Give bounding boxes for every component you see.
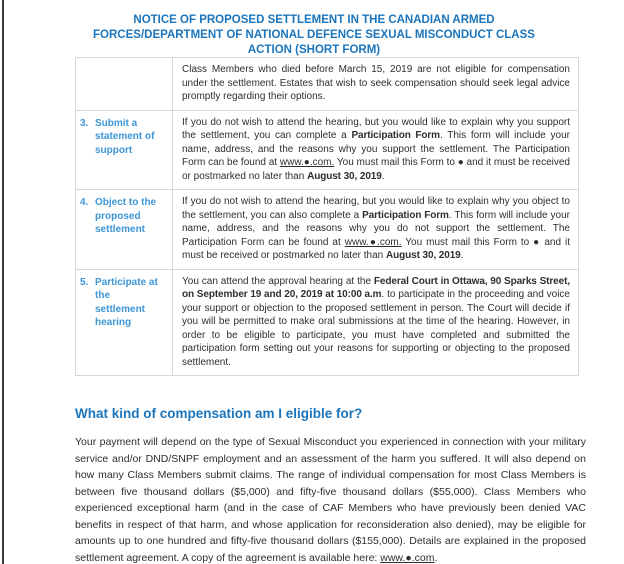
row-text	[173, 190, 579, 270]
section-heading: What kind of compensation am I eligible for?	[75, 406, 363, 421]
row-label-cell	[76, 58, 173, 111]
row-label-cell	[76, 269, 173, 376]
table-row	[76, 269, 579, 376]
inline-link[interactable]: www.●.com.	[279, 157, 335, 168]
document-title	[40, 13, 588, 58]
text-segment: You must mail this Form to ● and it must be received or postmarked no later than	[182, 157, 570, 182]
text-segment: Class Members who died before March 15, 2019 are not eligible for compensation under the settlement. Estates that wish to seek compensation should seek legal advice promptly regarding their options.	[182, 64, 570, 102]
text-segment: August 30, 2019	[307, 170, 382, 182]
scan-border-line	[2, 0, 4, 564]
text-segment: Participation Form	[351, 130, 440, 141]
row-number: 3.	[80, 117, 89, 129]
inline-link[interactable]: www.●.com	[380, 551, 435, 564]
row-number: 5.	[80, 276, 89, 288]
row-label: Submit a statement of support	[95, 117, 155, 156]
document-title-line-2: FORCES/DEPARTMENT OF NATIONAL DEFENCE SEXUAL MISCONDUCT CLASS	[93, 29, 535, 41]
row-number: 4.	[80, 197, 89, 208]
compensation-paragraph	[75, 434, 586, 564]
table-row	[76, 58, 579, 111]
text-segment: .	[381, 170, 385, 182]
text-segment: If you do not wish to attend the hearing, but you would like to explain why you support the settlement, you can complete a	[182, 116, 570, 141]
row-label: Participate at the settlement hearing	[95, 276, 158, 328]
row-text	[173, 58, 579, 111]
text-segment: . This form will include your name, address, and the reasons why you do not support the settlement. The Participation Form can be found at	[182, 209, 570, 248]
row-label-cell	[76, 190, 173, 270]
options-table	[75, 57, 579, 376]
text-segment: .	[434, 551, 438, 564]
text-segment: . This form will include your name, address, and the reasons why you support the settlement. The Participation Form can be found at	[182, 130, 570, 168]
text-segment: .	[460, 250, 464, 261]
text-segment: Your payment will depend on the type of Sexual Misconduct you experienced in connection with your military service and/or DND/SNPF employment and an assessment of the harm you suffered. It will also depend on how many Class Members submit claims. The range of individual compensation for most Class Members is between five thousand dollars ($5,000) and fifty-five thousand dollars ($55,000). Class Members who experienced exceptional harm (and in the case of CAF Members who have previously been denied VAC benefits in respect of that harm, and whose application for reconsideration also denied), may be eligible for amounts up to one hundred and fifty-five thousand dollars ($155,000). Details are explained in the proposed settlement agreement. A copy of the agreement is available here:	[75, 436, 586, 564]
row-text	[173, 110, 579, 190]
text-segment: Federal Court in Ottawa, 90 Sparks Street, on September 19 and 20, 2019 at 10:00 a.m	[182, 275, 570, 300]
row-label: Object to the proposed settlement	[95, 197, 157, 235]
table-row	[76, 190, 579, 270]
inline-link[interactable]: www.●.com.	[344, 236, 402, 248]
table-row	[76, 110, 579, 190]
text-segment: You can attend the approval hearing at the	[182, 275, 374, 287]
row-text	[173, 269, 579, 376]
document-title-line-1: NOTICE OF PROPOSED SETTLEMENT IN THE CANADIAN ARMED	[133, 14, 495, 26]
text-segment: August 30, 2019	[386, 250, 461, 261]
text-segment: Participation Form	[362, 209, 449, 221]
text-segment: If you do not wish to attend the hearing, but you would like to explain why you object to the settlement, you can also complete a	[182, 196, 570, 221]
text-segment: You must mail this Form to ● and it must be received or postmarked no later than	[182, 236, 570, 261]
row-label-cell	[76, 110, 173, 190]
text-segment: . to participate in the proceeding and voice your support or objection to the proposed settlement in person. The Court will decide if you will be permitted to make oral submissions at the time of the hearing. However, in order to be eligible to participate, you must have completed and submitted the participation form setting out your reasons for supporting or objecting to the proposed settlement.	[182, 289, 570, 368]
document-title-line-3: ACTION (SHORT FORM)	[247, 44, 381, 56]
